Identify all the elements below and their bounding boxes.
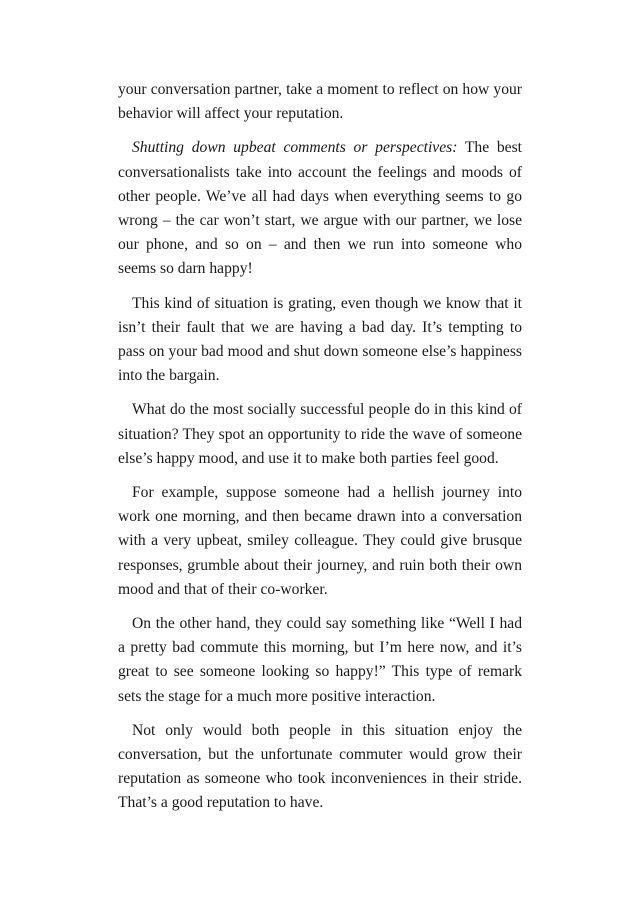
paragraph-example: For example, suppose someone had a hellish journey into work one morning, and then became drawn into a conversation with a very upbeat, smiley colleague. They could give brusque responses, grumble about their journey, and ruin both their own mood and that of their co-worker.	[118, 484, 522, 598]
paragraph-other-hand: On the other hand, they could say something like “Well I had a pretty bad commute this morning, but I’m here now, and it’s great to see someone looking so happy!” This type of remark sets the stage for a much more positive interaction.	[118, 615, 522, 705]
paragraph-grating: This kind of situation is grating, even though we know that it isn’t their fault that we are having a bad day. It’s tempting to pass on your bad mood and shut down someone else’s happiness into the bargain.	[118, 294, 522, 385]
paragraph-shutting-down	[118, 136, 522, 281]
paragraph-continuation: your conversation partner, take a moment to reflect on how your behavior will affect your reputation.	[118, 81, 522, 123]
paragraph-conclusion: Not only would both people in this situation enjoy the conversation, but the unfortunate commuter would grow their reputation as someone who took inconveniences in their stride. That’s a good reputation to have.	[118, 721, 522, 812]
paragraph-text: The best conversationalists take into account the feelings and moods of other people. We’ve all had days when everything seems to go wrong – the car won’t start, we argue with our partner, we lose our phone, and so on – and then we run into someone who seems so darn happy!	[118, 139, 522, 278]
paragraph-lead-italic: Shutting down upbeat comments or perspectives:	[132, 139, 458, 157]
page-body	[118, 78, 522, 826]
paragraph-socially-successful: What do the most socially successful people do in this kind of situation? They spot an opportunity to ride the wave of someone else’s happy mood, and use it to make both parties feel good.	[118, 401, 522, 467]
